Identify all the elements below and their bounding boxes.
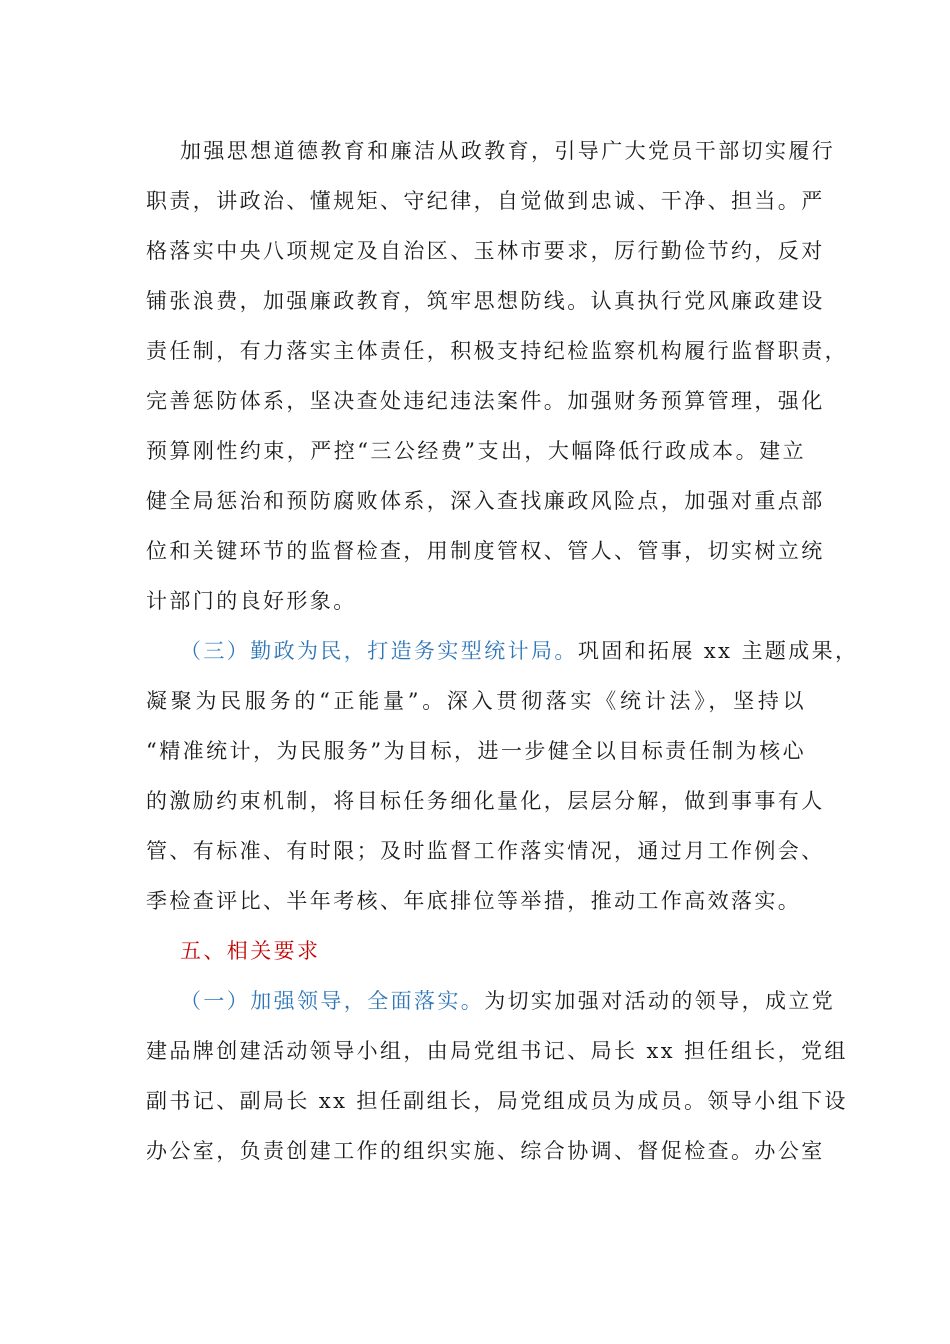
paragraph-leadership (146, 976, 848, 1176)
sub-heading-1: （一）加强领导，全面落实。 (180, 989, 485, 1013)
text-line: 健全局惩治和预防腐败体系，深入查找廉政风险点，加强对重点部 (146, 489, 825, 513)
text-line: 位和关键环节的监督检查，用制度管权、管人、管事，切实树立统 (146, 539, 825, 563)
paragraph-service (146, 626, 859, 926)
paragraph-discipline (146, 126, 848, 626)
text-fragment: 为切实加强对活动的领导，成立党 (484, 989, 836, 1013)
section-heading-text: 五、相关要求 (180, 939, 321, 963)
text-line: 预算刚性约束，严控“三公经费”支出，大幅降低行政成本。建立 (146, 439, 806, 463)
text-line: “精准统计，为民服务”为目标，进一步健全以目标责任制为核心 (146, 739, 806, 763)
text-fragment: 巩固和拓展 xx 主题成果， (577, 639, 859, 663)
text-line (146, 976, 836, 1026)
text-line: 职责，讲政治、懂规矩、守纪律，自觉做到忠诚、干净、担当。严 (146, 189, 825, 213)
section-heading (146, 926, 806, 976)
text-line: 凝聚为民服务的“正能量”。深入贯彻落实《统计法》，坚持以 (146, 689, 806, 713)
text-line: 办公室，负责创建工作的组织实施、综合协调、督促检查。办公室 (146, 1139, 825, 1163)
text-line (146, 626, 859, 676)
text-line: 季检查评比、半年考核、年底排位等举措，推动工作高效落实。 (146, 889, 802, 913)
sub-heading-3: （三）勤政为民，打造务实型统计局。 (180, 639, 578, 663)
text-line: 加强思想道德教育和廉洁从政教育，引导广大党员干部切实履行 (180, 139, 836, 163)
document-body (146, 126, 859, 1176)
text-line: 的激励约束机制，将目标任务细化量化，层层分解，做到事事有人 (146, 789, 825, 813)
text-line: 管、有标准、有时限；及时监督工作落实情况，通过月工作例会、 (146, 839, 825, 863)
text-line: 铺张浪费，加强廉政教育，筑牢思想防线。认真执行党风廉政建设 (146, 289, 825, 313)
text-line: 副书记、副局长 xx 担任副组长，局党组成员为成员。领导小组下设 (146, 1089, 848, 1113)
text-line: 建品牌创建活动领导小组，由局党组书记、局长 xx 担任组长，党组 (146, 1039, 848, 1063)
text-line: 完善惩防体系，坚决查处违纪违法案件。加强财务预算管理，强化 (146, 389, 825, 413)
text-line: 格落实中央八项规定及自治区、玉林市要求，厉行勤俭节约，反对 (146, 239, 825, 263)
text-line: 计部门的良好形象。 (146, 589, 357, 613)
text-line: 责任制，有力落实主体责任，积极支持纪检监察机构履行监督职责， (146, 339, 848, 363)
